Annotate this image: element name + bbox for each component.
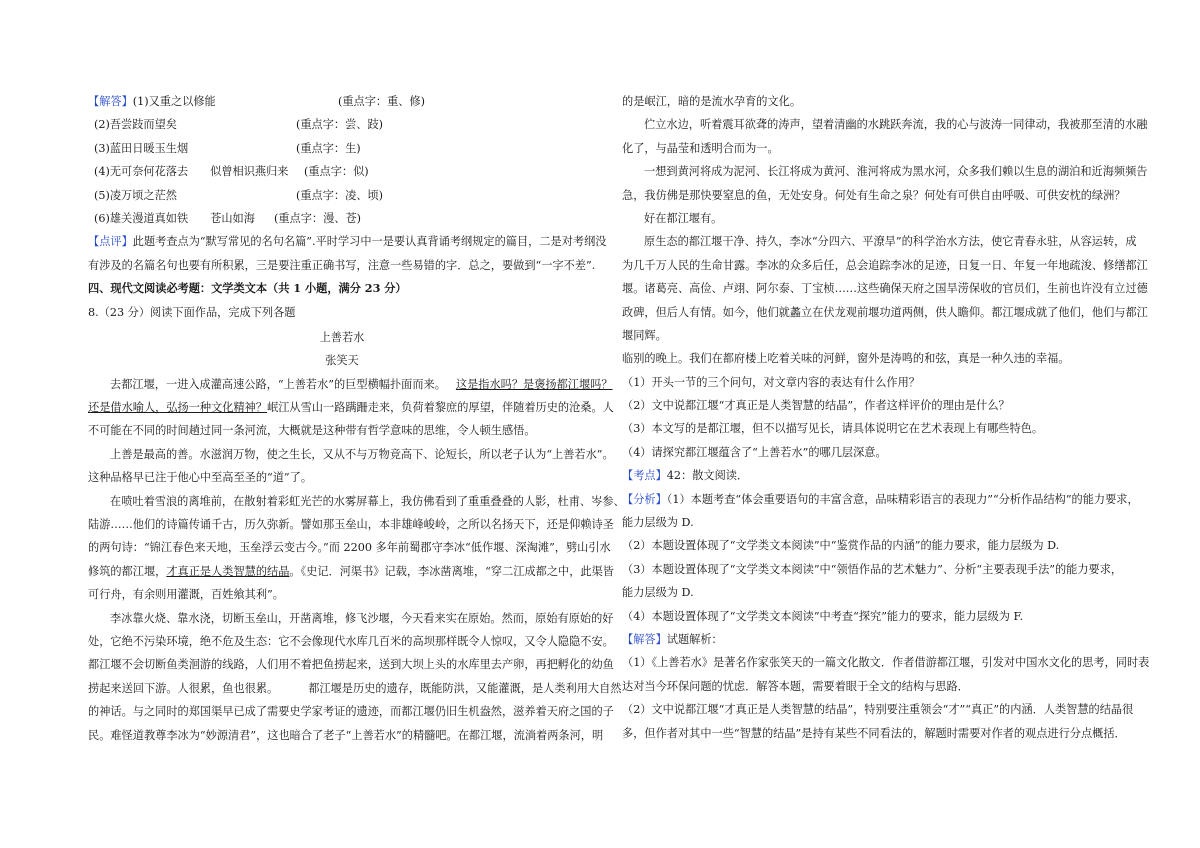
paragraph-line: 原生态的都江堰干净、持久，李冰“分四六、平潦旱”的科学治水方法，使它青春永驻，从容运转，成 — [644, 235, 1137, 249]
paragraph-line: 不可能在不同的时间趟过同一条河流，大概就是这种带有哲学意味的思维，令人顿生感悟。 — [88, 424, 536, 438]
answer-text: (3)蓝田日暖玉生烟 — [94, 141, 189, 155]
paragraph-line: 上善是最高的善。水滋润万物，使之生长，又从不与万物竞高下、论短长，所以老子认为“上善若水”。 — [110, 447, 614, 461]
right-column — [622, 90, 1150, 745]
jieda-line — [622, 628, 1128, 651]
paragraph-line — [88, 677, 622, 700]
question-3: （3）本文写的是都江堰，但不以描写见长，请具体说明它在艺术表现上有哪些特色。 — [622, 422, 1044, 436]
answer-text-a: (6)雄关漫道真如铁 — [94, 211, 189, 225]
underlined-text: 这是指水吗？是褒扬都江堰吗？ — [455, 377, 613, 391]
answer-line: 达对当今环保问题的忧虑．解答本题，需要着眼于全文的结构与思路． — [622, 679, 969, 693]
answer-text: (5)凌万顷之茫然 — [94, 188, 177, 202]
underlined-text: 还是借水喻人，弘扬一种文化精神？ — [88, 401, 268, 415]
question-intro: 8.（23 分）阅读下面作品，完成下列各题 — [88, 305, 296, 319]
paragraph-line: 的是岷江，暗的是流水孕育的文化。 — [622, 95, 802, 108]
key-chars: (重点字：重、修) — [338, 95, 426, 108]
left-column — [88, 90, 625, 747]
fenxi-line — [622, 488, 1139, 511]
kaodian-line — [622, 464, 1128, 487]
fenxi-line: （4）本题设置体现了“文学类文本阅读”中考查“探究”能力的要求，能力层级为 F. — [622, 609, 1024, 623]
paragraph-line — [88, 396, 614, 419]
paragraph-line: 在喷吐着雪浪的离堆前，在散射着彩虹光芒的水雾屏幕上，我仿佛看到了重重叠叠的人影，杜甫、岑参、 — [110, 494, 625, 508]
answer-text: (2)吾尝跂而望矣 — [94, 118, 177, 132]
comment-tag: 【点评】 — [88, 235, 133, 249]
answer-row-6 — [88, 207, 596, 230]
essay-title: 上善若水 — [319, 330, 365, 344]
paragraph-line — [88, 560, 614, 583]
text: 。《史记．河渠书》记载，李冰凿离堆，“穿二江成都之中，此渠皆 — [289, 564, 614, 578]
paragraph-line: 的两句诗：“锦江春色来天地，玉垒浮云变古今。”而 2200 多年前蜀郡守李冰“低作堰、深淘滩”，劈山引水 — [88, 541, 611, 555]
kaodian-tag: 【考点】 — [622, 469, 667, 483]
text: 岷江从雪山一路蹒跚走来，负荷着黎庶的厚望，伴随着历史的沧桑。人 — [267, 401, 614, 415]
paragraph-line: 民。难怪道教尊李冰为“妙源清君”，这也暗合了老子“上善若水”的精髓吧。在都江堰，流淌着两条河，明 — [88, 728, 604, 742]
paragraph-line: 处，它绝不污染环境，绝不危及生态：它不会像现代水库几百米的高坝那样既令人惊叹，又令人隐隐不安。 — [88, 634, 614, 648]
paragraph-line: 伫立水边，听着震耳欲聋的涛声，望着清幽的水跳跃奔流，我的心与波涛一同律动，我被那至清的水融 — [644, 118, 1148, 132]
paragraph-line: 一想到黄河将成为泥河、长江将成为黄河、淮河将成为黑水河，众多我们赖以生息的湖泊和近海频频告 — [644, 165, 1148, 179]
key-chars: (重点字：凌、顷) — [296, 188, 384, 202]
text: 修筑的都江堰， — [88, 564, 167, 578]
paragraph-line — [88, 373, 613, 396]
paragraph-line: 为几千万人民的生命甘露。李冰的众多后任，总会追踪李冰的足迹，日复一日、年复一年地疏浚、修缮都江 — [622, 258, 1148, 272]
answer-row-4 — [88, 160, 596, 183]
paragraph-line: 这种品格早已注于他心中至高至圣的“道”了。 — [88, 471, 313, 485]
answer-text-b: 苍山如海 — [210, 211, 255, 225]
answer-text-a: (4)无可奈何花落去 — [94, 165, 189, 179]
question-2: （2）文中说都江堰“才真正是人类智慧的结晶”，作者这样评价的理由是什么？ — [622, 399, 1010, 413]
answer-line: （2）文中说都江堰“才真正是人类智慧的结晶”，特别要注重领会“才”“真正”的内涵．人类智慧的结晶很 — [622, 703, 1134, 717]
paragraph-line: 可行舟，有余则用灌溉，百姓飨其利”。 — [88, 588, 284, 602]
paragraph-line: 堰同辉。 — [622, 328, 667, 342]
paragraph-line: 化了，与晶莹和透明合而为一。 — [622, 141, 779, 155]
answer-row-1 — [88, 90, 596, 113]
answer-row-2 — [88, 113, 596, 136]
section-heading: 四、现代文阅读必考题：文学类文本（共 1 小题，满分 23 分） — [88, 281, 407, 296]
paragraph-line: 的神话。与之同时的郑国渠早已成了需要史学家考证的遗迹，而都江堰仍旧生机盎然，滋养着天府之国的子 — [88, 705, 614, 719]
fenxi-line: 能力层级为 D. — [622, 516, 694, 530]
text: 去都江堰，一进入成灌高速公路，“上善若水”的巨型横幅扑面而来。 — [110, 377, 446, 391]
jieda-text: 试题解析： — [666, 632, 723, 646]
key-chars: (重点字：似) — [304, 165, 369, 179]
paragraph-line: 政碑，但后人有情。如今，他们就蠡立在伏龙观前堰功道两侧，供人瞻仰。都江堰成就了他们，他们与都江 — [622, 305, 1148, 319]
text: 都江堰是历史的遗存，既能防洪，又能灌溉，是人类利用大自然 — [308, 681, 622, 695]
answer-line: 多，但作者对其中一些“智慧的结晶”是持有某些不同看法的，解题时需要对作者的观点进行分点概括． — [622, 726, 1126, 740]
comment-line-2: 有涉及的名篇名句也要有所积累，三是要注重正确书写，注意一些易错的字．总之，要做到“一字不差”. — [88, 258, 596, 272]
paragraph-line: 好在都江堰有。 — [644, 211, 723, 225]
fenxi-tag: 【分析】 — [622, 492, 667, 506]
fenxi-text: （1）本题考查“体会重要语句的丰富含意，品味精彩语言的表现力”“分析作品结构”的能力要求， — [666, 492, 1139, 506]
kaodian-text: 42：散文阅读． — [666, 469, 749, 483]
jieda-tag: 【解答】 — [622, 632, 667, 646]
text: 捞起来送回下游。人很累，鱼也很累。 — [88, 681, 279, 695]
answer-line: （1）《上善若水》是著名作家张笑天的一篇文化散文．作者借游都江堰，引发对中国水文化的思考，同时表 — [622, 656, 1150, 670]
answer-row-5 — [88, 184, 596, 207]
fenxi-line: （3）本题设置体现了“文学类文本阅读”中“领悟作品的艺术魅力”、分析“主要表现手法”的能力要求， — [622, 562, 1123, 576]
key-chars: (重点字：生) — [296, 141, 361, 155]
paragraph-line: 临别的晚上。我们在都府楼上吃着关味的河鲜，窗外是涛鸣的和弦，真是一种久违的幸福。 — [622, 352, 1070, 366]
paragraph-line: 堰。诸葛亮、高俭、卢翊、阿尔泰、丁宝桢……这些确保天府之国旱涝保收的官员们，生前也许没有立过德 — [622, 282, 1148, 296]
key-chars: (重点字：漫、苍) — [274, 211, 362, 225]
paragraph-line: 李冰靠火烧、靠水浇，切断玉垒山，开凿离堆，修飞沙堰，今天看来实在原始。然而，原始有原始的好 — [110, 611, 614, 625]
key-chars: (重点字：尝、跂) — [296, 118, 384, 132]
question-1: （1）开头一节的三个问句，对文章内容的表达有什么作用？ — [622, 375, 920, 389]
fenxi-line: （2）本题设置体现了“文学类文本阅读”中“鉴赏作品的内涵”的能力要求，能力层级为 D. — [622, 539, 1060, 553]
paragraph-line: 陆游……他们的诗篇传诵千古，历久弥新。譬如那玉垒山，本非雄峰峻岭，之所以名扬天下，还是仰赖诗圣 — [88, 518, 614, 532]
fenxi-line: 能力层级为 D. — [622, 586, 694, 600]
underlined-text: 才真正是人类智慧的结晶 — [166, 564, 290, 578]
comment-text: 此题考查点为“默写常见的名句名篇”.平时学习中一是要认真背诵考纲规定的篇目，二是对考纲没 — [132, 235, 607, 249]
comment-line-1 — [88, 230, 607, 253]
paragraph-line: 都江堰不会切断鱼类洄游的线路，人们用不着把鱼捞起来，送到大坝上头的水库里去产卵，再把孵化的幼鱼 — [88, 658, 614, 672]
question-4: （4）请探究都江堰蕴含了“上善若水”的哪几层深意。 — [622, 445, 887, 459]
essay-author: 张笑天 — [325, 354, 359, 368]
answer-text: (1)又重之以修能 — [132, 95, 216, 108]
answer-tag: 【解答】 — [88, 95, 133, 108]
answer-text-b: 似曾相识燕归来 — [210, 165, 289, 179]
answer-row-3 — [88, 137, 596, 160]
paragraph-line: 急，我仿佛是那快要窒息的鱼，无处安身。何处有生命之泉？何处有可供自由呼吸、可供安枕的绿洲？ — [622, 188, 1126, 202]
